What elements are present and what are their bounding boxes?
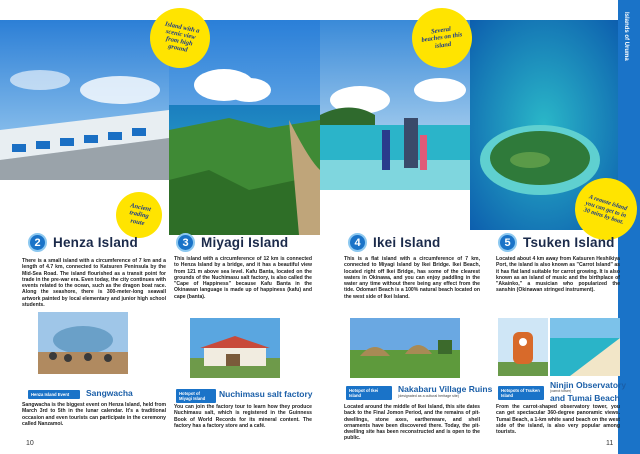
section-tsuken-description: Located about 4 km away from Katsuren Heshikiya Port, the island is also known as "Carrot Island" as it has flat land suitable for carrot growing. It is also known as an island of music and the birthplace of "Akainko," a musician who popularized the sanshin (Okinawan stringed instrument). [496, 256, 620, 294]
caption-henza: Sangwacha is the biggest event on Henza Island, held from March 3rd to 5th in the lunar calendar. It's a traditional occasion and even tourists can participate in the ceremony called Nanzamoi. [22, 402, 166, 427]
section-number: 3 [176, 233, 195, 252]
side-tab-label: Islands of Uruma [623, 12, 629, 61]
section-henza-header [28, 233, 138, 252]
tag-title-tumai: and Tumai Beach [550, 393, 620, 403]
tag-title-sangwacha: Sangwacha [86, 388, 133, 398]
tag-title-ninjin: Ninjin Observatory [550, 380, 627, 390]
caption-ikei: Located around the middle of Ikei Island, this site dates back to the Final Jomon Period, and the remains of pit-dwellings, stone axes, earthenware, and shell ornaments have been discovered there. Today, the pit-dwelling site has been reconstructed and is open to the public. [344, 404, 480, 442]
badge-scenic-view: Island with a scenic view from high ground [144, 2, 215, 73]
tag-title-nakabaru: Nakabaru Village Ruins [398, 384, 493, 394]
badge-trading-route: Ancient trading route [112, 188, 167, 243]
tag-sub-nakabaru: (designated as a cultural heritage site) [398, 394, 459, 398]
section-title: Ikei Island [373, 235, 441, 250]
section-title: Tsuken Island [523, 235, 615, 250]
page-number-right: 11 [606, 440, 614, 447]
tag-ikei-hotspot: Hotspot of Ikei Island [346, 386, 392, 400]
tag-title-salt-factory: Nuchimasu salt factory [219, 389, 313, 399]
caption-tsuken: From the carrot-shaped observatory tower, you can get spectacular 360-degree panoramic views. Tumai Beach, a 1-km white sand beach on the west side of the island, is also very popular among tourists. [496, 404, 620, 436]
salt-factory-photo [190, 318, 280, 378]
section-title: Henza Island [53, 235, 138, 250]
badge-remote-island: A remote island you can get to in 30 mins by boat. [567, 170, 640, 248]
tag-henza-event: Henza Island Event [28, 390, 80, 399]
tag-sub-carrot-tower: (carrot tower) [550, 389, 572, 393]
section-henza-description: There is a small island with a circumference of 7 km and a length of 4.7 km, connected to Katsuren Peninsula by the Mid-Sea Road. The island flourished as a transit point for trade in the pre-war era. Even today, the city continues with events related to the ocean, such as the dragon boat race. Along the seashore, there is 300-meter-long seawall artwork painted by local elementary and junior high school students. [22, 258, 166, 309]
badge-several-beaches: Several beaches on this island [408, 4, 476, 72]
section-ikei-description: This is a flat island with a circumference of 7 km, connected to Miyagi Island by Ikei Bridge. Ikei Beach, located right off Ikei Bridge, has some of the clearest waters in Okinawa, and you can enjoy paddling in the water any time without there being any effect from the tide. Odomari Beach is a 100% natural beach located on the west side of Ikei Island. [344, 256, 480, 300]
sangwacha-photo [38, 312, 128, 374]
section-tsuken-header [498, 233, 615, 252]
nakabaru-ruins-photo [350, 318, 460, 378]
section-miyagi-description: This island with a circumference of 12 km is connected to Henza Island by a bridge, and it has a beautiful view from 121 m above sea level. Kafu Banta, located on the grounds of the Nuchimasu salt factory, is also called the "Cape of Happiness" because Kafu Banta in the Okinawan language is made up of happiness (kafu) and cape (banta). [174, 256, 312, 300]
henza-road-photo [0, 20, 169, 180]
tag-tsuken-hotspots: Hotspots of Tsuken Island [498, 386, 544, 400]
section-number: 5 [498, 233, 517, 252]
section-number: 4 [348, 233, 367, 252]
tumai-beach-photo [550, 318, 620, 376]
caption-miyagi: You can join the factory tour to learn how they produce Nuchimasu salt, which is registered in the Guinness Book of World Records for its mineral content. The factory has a factory store and a café. [174, 404, 312, 429]
page-number-left: 10 [26, 440, 34, 447]
section-ikei-header [348, 233, 440, 252]
tag-miyagi-hotspot: Hotspot of Miyagi Island [176, 389, 216, 403]
section-number: 2 [28, 233, 47, 252]
ninjin-observatory-photo [498, 318, 548, 376]
section-title: Miyagi Island [201, 235, 289, 250]
section-miyagi-header [176, 233, 288, 252]
